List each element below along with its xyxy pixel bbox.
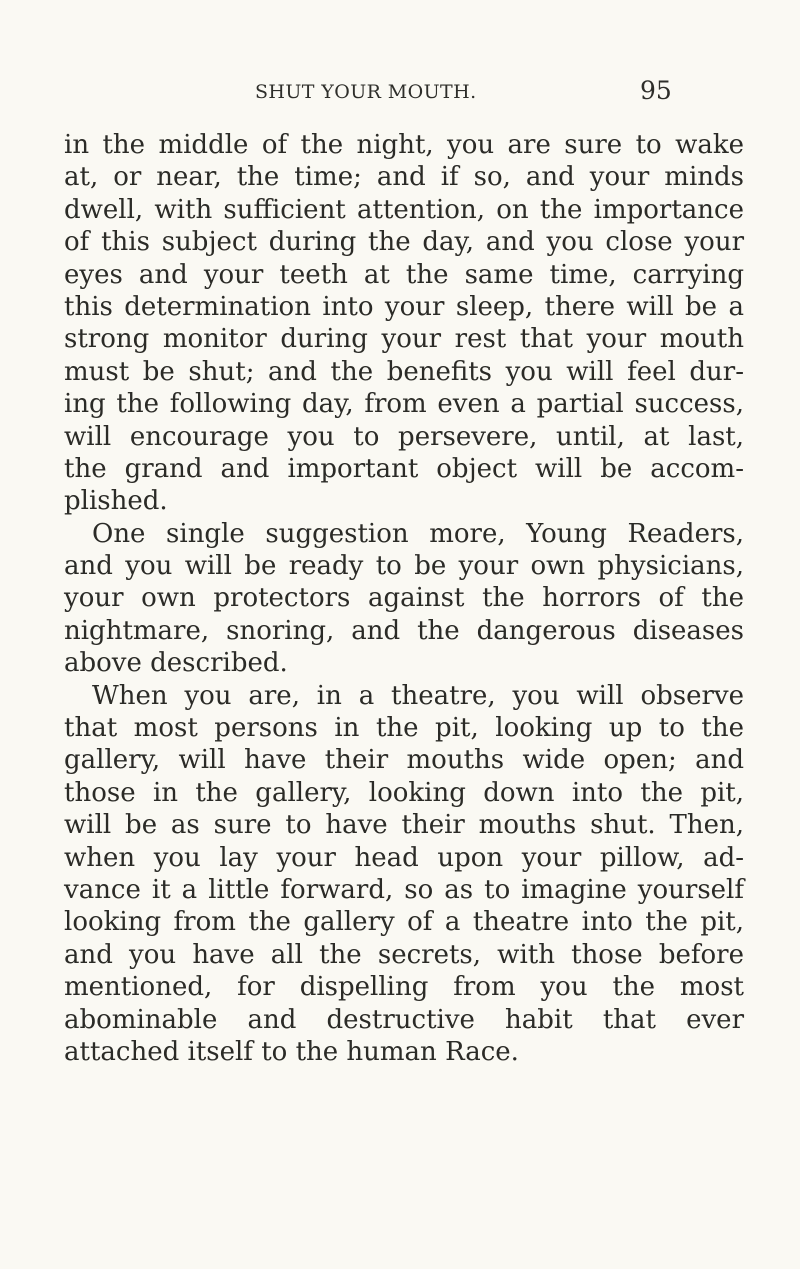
text-line: when you lay your head upon your pillow, ad- — [64, 842, 744, 873]
text-line: of this subject during the day, and you close your — [64, 227, 744, 258]
text-line: above described. — [64, 648, 288, 679]
text-line: mentioned, for dispelling from you the most — [64, 972, 744, 1003]
text-line: strong monitor during your rest that your mouth — [64, 324, 744, 355]
text-line: those in the gallery, looking down into the pit, — [64, 777, 744, 808]
text-line: and you will be ready to be your own physicians, — [64, 551, 744, 582]
text-line: ing the following day, from even a partial success, — [64, 389, 744, 420]
text-line: in the middle of the night, you are sure to wake — [64, 130, 744, 160]
text-line: gallery, will have their mouths wide open; and — [64, 745, 744, 776]
text-line: must be shut; and the benefits you will feel dur- — [64, 356, 744, 387]
text-line: and you have all the secrets, with those before — [64, 939, 744, 970]
text-line: When you are, in a theatre, you will observe — [92, 680, 744, 711]
text-line: attached itself to the human Race. — [64, 1036, 519, 1067]
text-line: that most persons in the pit, looking up to the — [64, 713, 744, 744]
body-text — [64, 129, 744, 1068]
text-line: this determination into your sleep, there will be a — [64, 291, 744, 322]
text-line: abominable and destructive habit that ever — [64, 1004, 744, 1035]
text-line: will encourage you to persevere, until, at last, — [64, 421, 744, 452]
running-title: SHUT YOUR MOUTH. — [255, 81, 477, 103]
text-line: at, or near, the time; and if so, and your minds — [64, 162, 744, 193]
page-number: 95 — [640, 76, 672, 105]
text-line: nightmare, snoring, and the dangerous diseases — [64, 615, 744, 646]
text-line: One single suggestion more, Young Readers, — [92, 518, 744, 549]
text-line: vance it a little forward, so as to imagine yourself — [64, 874, 744, 905]
text-line: the grand and important object will be accom- — [64, 453, 744, 484]
text-line: plished. — [64, 486, 168, 517]
text-line: will be as sure to have their mouths shut. Then, — [64, 810, 744, 841]
text-line: looking from the gallery of a theatre into the pit, — [64, 907, 744, 938]
text-line: your own protectors against the horrors of the — [64, 583, 744, 614]
text-line: eyes and your teeth at the same time, carrying — [64, 259, 744, 290]
text-line: dwell, with sufficient attention, on the importance — [64, 194, 744, 225]
